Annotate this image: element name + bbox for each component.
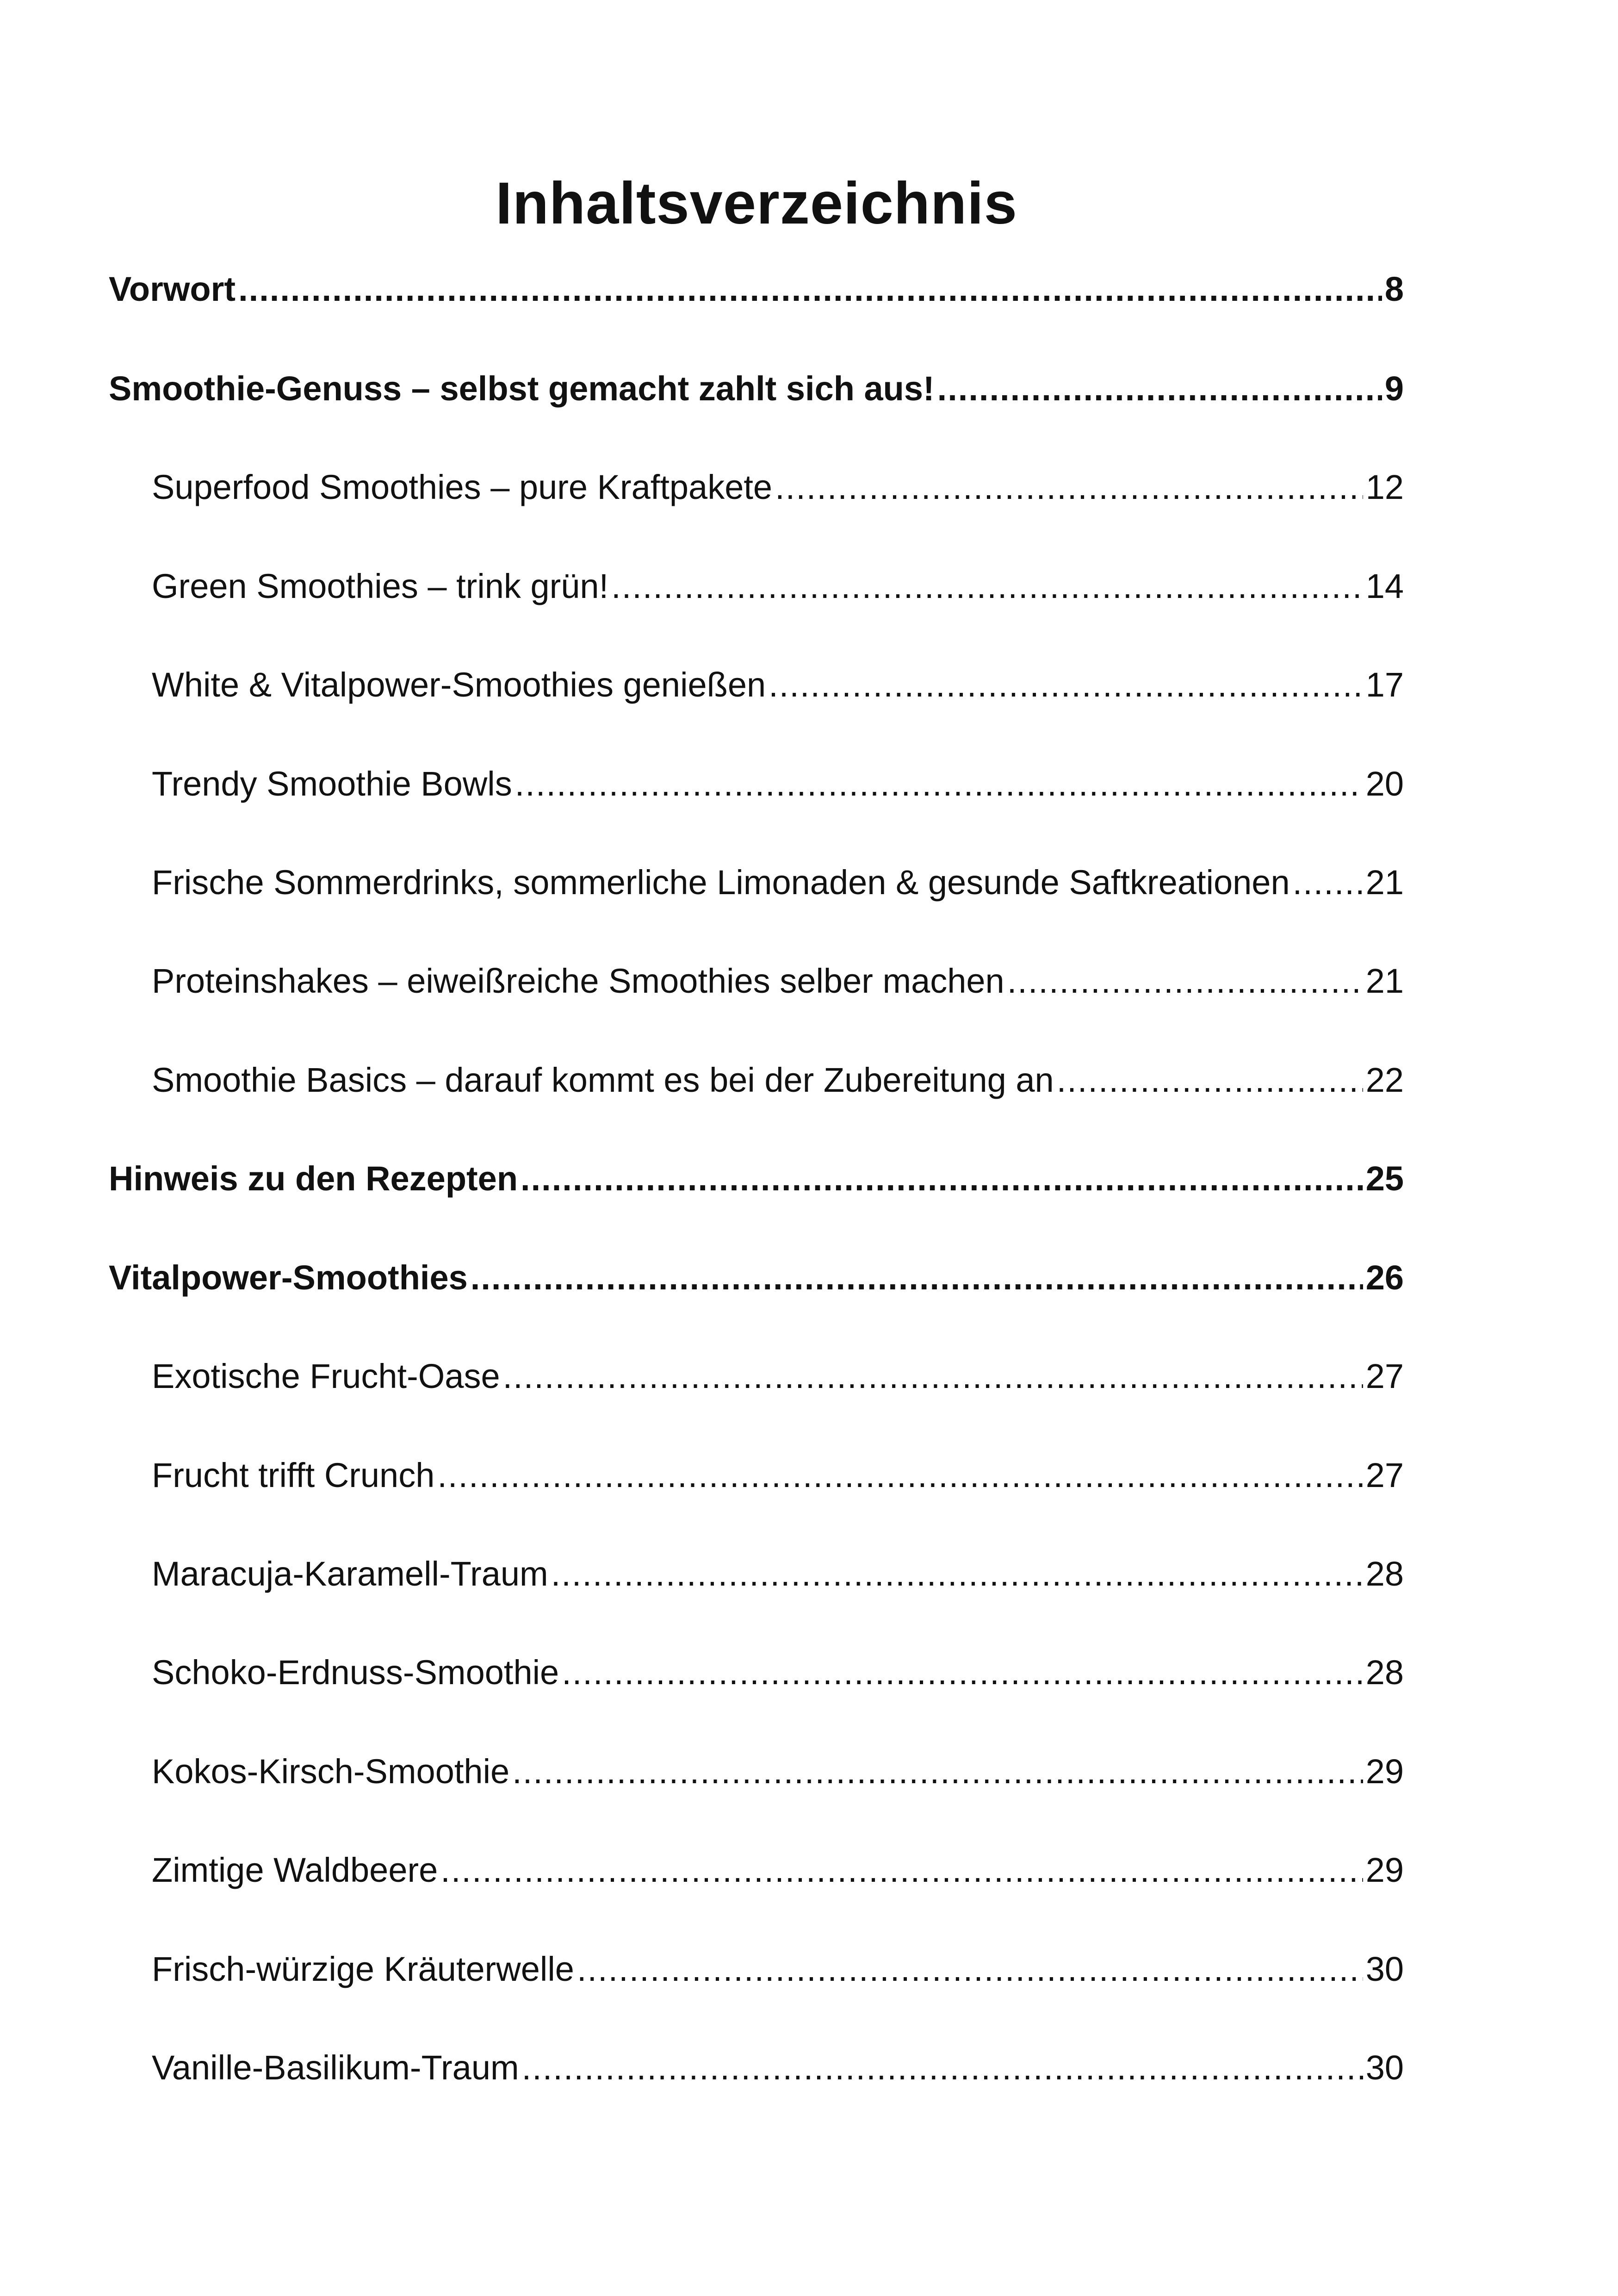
- toc-page-number: 21: [1365, 962, 1404, 1000]
- dot-leader: [551, 1549, 1363, 1599]
- toc-entry-vorwort[interactable]: [109, 264, 1404, 315]
- dot-leader: [440, 1845, 1363, 1896]
- toc-page-number: 26: [1365, 1258, 1404, 1297]
- toc-page-number: 27: [1365, 1456, 1404, 1494]
- page-title: Inhaltsverzeichnis: [496, 170, 1017, 236]
- toc-page-number: 17: [1365, 666, 1404, 704]
- dot-leader: [512, 1746, 1363, 1797]
- toc-page-number: 28: [1365, 1555, 1404, 1593]
- dot-leader: [562, 1647, 1363, 1698]
- toc-entry-label: Green Smoothies – trink grün!: [152, 567, 609, 605]
- toc-entry-label: Proteinshakes – eiweißreiche Smoothies selber machen: [152, 962, 1004, 1000]
- toc-entry-label: White & Vitalpower-Smoothies genießen: [152, 666, 766, 704]
- dot-leader: [769, 660, 1363, 710]
- toc-entry-proteinshakes[interactable]: [152, 956, 1404, 1007]
- dot-leader: [1293, 857, 1363, 908]
- toc-entry-vitalpower-smoothies[interactable]: [109, 1252, 1404, 1303]
- toc-page-number: 25: [1365, 1159, 1404, 1198]
- toc-entry-label: Frische Sommerdrinks, sommerliche Limonaden & gesunde Saftkreationen: [152, 863, 1290, 902]
- toc-page-number: 22: [1365, 1061, 1404, 1099]
- dot-leader: [437, 1450, 1363, 1501]
- toc-entry-sommerdrinks[interactable]: [152, 857, 1404, 908]
- toc-page-number: 29: [1365, 1752, 1404, 1791]
- dot-leader: [503, 1351, 1363, 1402]
- toc-entry-zimtige-waldbeere[interactable]: [152, 1845, 1404, 1896]
- toc-page-number: 9: [1384, 369, 1404, 408]
- toc-entry-smoothie-bowls[interactable]: [152, 759, 1404, 809]
- dot-leader: [1057, 1055, 1363, 1106]
- dot-leader: [1007, 956, 1363, 1007]
- toc-page-number: 8: [1384, 270, 1404, 308]
- toc-entry-kraeuterwelle[interactable]: [152, 1944, 1404, 1995]
- toc-entry-superfood-smoothies[interactable]: [152, 462, 1404, 513]
- toc-entry-label: Zimtige Waldbeere: [152, 1851, 438, 1889]
- toc-entry-label: Smoothie-Genuss – selbst gemacht zahlt sich aus!: [109, 369, 935, 408]
- toc-entry-maracuja-karamell-traum[interactable]: [152, 1549, 1404, 1599]
- toc-entry-frucht-trifft-crunch[interactable]: [152, 1450, 1404, 1501]
- toc-entry-label: Vitalpower-Smoothies: [109, 1258, 468, 1297]
- toc-page-number: 29: [1365, 1851, 1404, 1889]
- toc-entry-exotische-frucht-oase[interactable]: [152, 1351, 1404, 1402]
- toc-entry-label: Frucht trifft Crunch: [152, 1456, 435, 1494]
- toc-page-number: 28: [1365, 1653, 1404, 1692]
- toc-entry-label: Vanille-Basilikum-Traum: [152, 2048, 519, 2087]
- toc-page-number: 21: [1365, 863, 1404, 902]
- toc-entry-label: Superfood Smoothies – pure Kraftpakete: [152, 468, 773, 506]
- toc-page-number: 14: [1365, 567, 1404, 605]
- dot-leader: [471, 1252, 1363, 1303]
- toc-entry-kokos-kirsch-smoothie[interactable]: [152, 1746, 1404, 1797]
- toc-page-number: 20: [1365, 765, 1404, 803]
- toc-page-number: 30: [1365, 2048, 1404, 2087]
- toc-entry-smoothie-genuss[interactable]: [109, 363, 1404, 414]
- toc-entry-label: Kokos-Kirsch-Smoothie: [152, 1752, 510, 1791]
- toc-entry-white-vitalpower[interactable]: [152, 660, 1404, 710]
- dot-leader: [522, 2042, 1363, 2093]
- toc-entry-green-smoothies[interactable]: [152, 561, 1404, 612]
- dot-leader: [515, 759, 1363, 809]
- toc-entry-label: Smoothie Basics – darauf kommt es bei der Zubereitung an: [152, 1061, 1054, 1099]
- dot-leader: [577, 1944, 1363, 1995]
- dot-leader: [775, 462, 1363, 513]
- dot-leader: [611, 561, 1363, 612]
- toc-entry-label: Frisch-würzige Kräuterwelle: [152, 1950, 574, 1988]
- dot-leader: [238, 264, 1382, 315]
- toc-entry-vanille-basilikum-traum[interactable]: [152, 2042, 1404, 2093]
- toc-entry-label: Exotische Frucht-Oase: [152, 1357, 500, 1395]
- toc-entry-label: Trendy Smoothie Bowls: [152, 765, 512, 803]
- toc-entry-label: Hinweis zu den Rezepten: [109, 1159, 518, 1198]
- toc-entry-hinweis-rezepten[interactable]: [109, 1153, 1404, 1204]
- dot-leader: [937, 363, 1382, 414]
- toc-entry-label: Schoko-Erdnuss-Smoothie: [152, 1653, 559, 1692]
- toc-entry-label: Vorwort: [109, 270, 236, 308]
- toc-entry-label: Maracuja-Karamell-Traum: [152, 1555, 548, 1593]
- toc-page-number: 27: [1365, 1357, 1404, 1395]
- toc-page-number: 30: [1365, 1950, 1404, 1988]
- toc-entry-schoko-erdnuss-smoothie[interactable]: [152, 1647, 1404, 1698]
- dot-leader: [521, 1153, 1363, 1204]
- toc-page-number: 12: [1365, 468, 1404, 506]
- toc-entry-smoothie-basics[interactable]: [152, 1055, 1404, 1106]
